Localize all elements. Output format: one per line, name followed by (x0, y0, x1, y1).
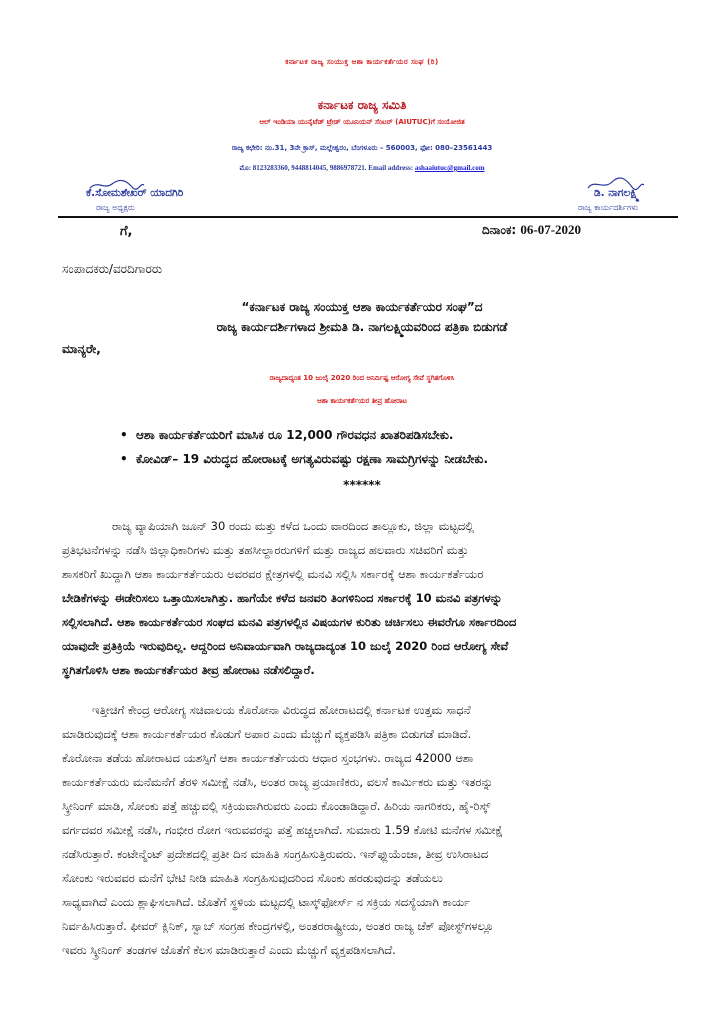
paragraph-line: ಪ್ರತಿಭಟನೆಗಳನ್ನು ನಡೆಸಿ ಜಿಲ್ಲಾಧಿಕಾರಿಗಳು ಮತ್ತು ತಹಸೀಲ್ದಾರರುಗಳಿಗೆ ಮತ್ತು ರಾಜ್ಯದ ಹಲವಾರು ಸಚಿವರಿಗೆ ಮತ್ತು (62, 543, 469, 557)
demand-text: ಆಶಾ ಕಾರ್ಯಕರ್ತೆಯರಿಗೆ ಮಾಸಿಕ ರೂ 12,000 ಗೌರವಧನ ಖಾತರಿಪಡಿಸಬೇಕು. (136, 428, 454, 442)
body-paragraph-1 (62, 514, 678, 682)
demand-item (120, 452, 488, 467)
paragraph-line: ನಿರ್ವಹಿಸಿರುತ್ತಾರೆ. ಫೀವರ್ ಕ್ಲಿನಿಕ್, ಸ್ವಾಬ್ ಸಂಗ್ರಹ ಕೇಂದ್ರಗಳಲ್ಲಿ, ಅಂತರರಾಷ್ಟ್ರೀಯ, ಅಂತರ ರಾಜ್ಯ ಚೆಕ್ ಪೋಸ್ಟ್‌ಗಳಲ್ಲೂ (62, 919, 494, 933)
headline-line-2: ಆಶಾ ಕಾರ್ಯಕರ್ತೆಯರ ತೀವ್ರ ಹೋರಾಟ (317, 397, 407, 405)
paragraph-line: ಸ್ಥಗಿತಗೊಳಿಸಿ ಆಶಾ ಕಾರ್ಯಕರ್ತೆಯರ ತೀವ್ರ ಹೋರಾಟ ನಡೆಸಲಿದ್ದಾರೆ. (62, 663, 315, 677)
body-paragraph-2 (62, 698, 678, 962)
phone-numbers: ಮೊ: 8123283360, 9448814045, 9886978721. Email address: (239, 164, 415, 172)
letterhead-divider (58, 216, 678, 218)
date-value: 06-07-2020 (520, 222, 582, 237)
bullet-icon: • (120, 428, 128, 442)
bullet-icon: • (120, 452, 128, 466)
secretary-role: ರಾಜ್ಯ ಕಾರ್ಯದರ್ಶಿಗಳು (578, 203, 639, 212)
paragraph-line: ಸಲ್ಲಿಸಲಾಗಿದೆ. ಆಶಾ ಕಾರ್ಯಕರ್ತೆಯರ ಸಂಘದ ಮನವಿ ಪತ್ರಗಳಲ್ಲಿನ ವಿಷಯಗಳ ಕುರಿತು ಚರ್ಚಿಸಲು ಈವರೆಗೂ ಸರ್ಕಾರದಿಂದ (62, 615, 517, 629)
secretary-name: ಡಿ. ನಾಗಲಕ್ಷ್ಮಿ (594, 187, 640, 199)
demand-item (120, 428, 453, 443)
reference-to: ಗೆ, (120, 224, 133, 239)
paragraph-line: ಸೋಂಕು ಇರುವವರ ಮನೆಗೆ ಭೇಟಿ ನೀಡಿ ಮಾಹಿತಿ ಸಂಗ್ರಹಿಸುವುದರಿಂದ ಸೊಂಕು ಹರಡುವುದನ್ನು ತಡೆಯಲು (62, 871, 443, 885)
paragraph-line: ಇವರು ಸ್ಕ್ರೀನಿಂಗ್ ತಂಡಗಳ ಜೊತೆಗೆ ಕೆಲಸ ಮಾಡಿರುತ್ತಾರೆ ಎಂದು ಮೆಚ್ಚುಗೆ ವ್ಯಕ್ತಪಡಿಸಲಾಗಿದೆ. (62, 943, 396, 957)
date-label: ದಿನಾಂಕ: (482, 223, 521, 237)
president-name: ಕೆ.ಸೋಮಶೇಖರ್ ಯಾದಗಿರಿ (86, 187, 184, 199)
president-role: ರಾಜ್ಯ ಅಧ್ಯಕ್ಷರು (96, 203, 135, 212)
paragraph-line: ನಡೆಸಿರುತ್ತಾರೆ. ಕಂಟೇನ್ಮೆಂಟ್ ಪ್ರದೇಶದಲ್ಲಿ ಪ್ರತೀ ದಿನ ಮಾಹಿತಿ ಸಂಗ್ರಹಿಸುತ್ತಿರುವರು. ಇನ್‌ಫ್ಲುಯೆಂಜಾ, ತೀವ್ರ ಉಸಿರಾಟದ (62, 847, 489, 861)
demand-text: ಕೋವಿಡ್– 19 ವಿರುದ್ಧದ ಹೋರಾಟಕ್ಕೆ ಅಗತ್ಯವಿರುವಷ್ಟು ರಕ್ಷಣಾ ಸಾಮಗ್ರಿಗಳನ್ನು ನೀಡಬೇಕು. (136, 452, 489, 466)
paragraph-line: ವರ್ಗದವರ ಸಮೀಕ್ಷೆ ನಡೆಸಿ, ಗಂಭೀರ ರೋಗ ಇರುವವರನ್ನು ಪತ್ತೆ ಹಚ್ಚಲಾಗಿದೆ. ಸುಮಾರು 1.59 ಕೋಟಿ ಮನೆಗಳ ಸಮೀಕ್ಷೆ (62, 823, 503, 837)
paragraph-line: ಸಾಧ್ಯವಾಗಿದೆ ಎಂದು ಶ್ಲಾಘಿಸಲಾಗಿದೆ. ಜೊತೆಗೆ ಸ್ಥಳಿಯ ಮಟ್ಟದಲ್ಲಿ ಟಾಸ್ಕ್‌ಫೋರ್ಸ್ ನ ಸಕ್ರಿಯ ಸದಸ್ಯೆಯಾಗಿ ಕಾರ್ಯ (62, 895, 471, 909)
paragraph-line: ಕೊರೋನಾ ತಡೆಯ ಹೋರಾಟದ ಯಶಸ್ಸಿಗೆ ಆಶಾ ಕಾರ್ಯಕರ್ತೆಯರು ಆಧಾರ ಸ್ತಂಭಗಳು. ರಾಜ್ಯದ 42000 ಆಶಾ (62, 751, 474, 765)
affiliation-line: ಆಲ್ ಇಂಡಿಯಾ ಯುನೈಟೆಡ್ ಟ್ರೇಡ್ ಯೂನಿಯನ್ ಸೆಂಟರ್ (AIUTUC)ಗೆ ಸಂಯೋಜಿತ (259, 118, 465, 126)
paragraph-line: ಶಾಸಕರಿಗೆ ಖುದ್ದಾಗಿ ಆಶಾ ಕಾರ್ಯಕರ್ತೆಯರು ಅವರವರ ಕ್ಷೇತ್ರಗಳಲ್ಲಿ ಮನವಿ ಸಲ್ಲಿಸಿ ಸರ್ಕಾರಕ್ಕೆ ಆಶಾ ಕಾರ್ಯಕರ್ತೆಯರ (62, 567, 484, 581)
paragraph-line: ಕಾರ್ಯಕರ್ತೆಯರು ಮನೆಮನೆಗೆ ತೆರಳಿ ಸಮೀಕ್ಷೆ ನಡೆಸಿ, ಅಂತರ ರಾಜ್ಯ ಪ್ರಯಾಣಿಕರು, ವಲಸೆ ಕಾರ್ಮಿಕರು ಮತ್ತು ಇತರನ್ನು (62, 775, 494, 789)
greeting: ಮಾನ್ಯರೇ, (62, 342, 101, 356)
letter-date (482, 222, 581, 238)
paragraph-line: ಮಾಡಿರುವುದಕ್ಕೆ ಆಶಾ ಕಾರ್ಯಕರ್ತೆಯರ ಕೊಡುಗೆ ಅಪಾರ ಎಂದು ಮೆಚ್ಚುಗೆ ವ್ಯಕ್ತಪಡಿಸಿ ಪತ್ರಿಕಾ ಬಿಡುಗಡೆ ಮಾಡಿದೆ. (62, 727, 472, 741)
state-committee: ಕರ್ನಾಟಕ ರಾಜ್ಯ ಸಮಿತಿ (317, 98, 407, 112)
email-link[interactable]: ashaaiutuc@gmail.com (414, 164, 485, 172)
paragraph-line: ರಾಜ್ಯ ವ್ಯಾಪಿಯಾಗಿ ಜೂನ್ 30 ರಂದು ಮತ್ತು ಕಳೆದ ಒಂದು ವಾರದಿಂದ ತಾಲ್ಲೂಕು, ಜಿಲ್ಲಾ ಮಟ್ಟದಲ್ಲಿ (112, 519, 474, 533)
section-separator: ****** (343, 478, 381, 492)
paragraph-line: ಬೇಡಿಕೆಗಳನ್ನು ಈಡೇರಿಸಲು ಒತ್ತಾಯಿಸಲಾಗಿತ್ತು. ಹಾಗೆಯೇ ಕಳೆದ ಜನವರಿ ತಿಂಗಳಿನಿಂದ ಸರ್ಕಾರಕ್ಕೆ 10 ಮನವಿ ಪತ್ರಗಳನ್ನು (62, 591, 503, 605)
recipient: ಸಂಪಾದಕರು/ವರದಿಗಾರರು (62, 262, 163, 276)
headline-line-1: ರಾಜ್ಯದಾದ್ಯಂತ 10 ಜುಲೈ 2020 ರಿಂದ ಅನಿರ್ದಿಷ್ಟ ಆರೋಗ್ಯ ಸೇವೆ ಸ್ಥಗಿತಗೊಳಿಸಿ (269, 374, 455, 382)
subject-line-2: ರಾಜ್ಯ ಕಾರ್ಯದರ್ಶಿಗಳಾದ ಶ್ರೀಮತಿ ಡಿ. ನಾಗಲಕ್ಷ್ಮಿಯವರಿಂದ ಪತ್ರಿಕಾ ಬಿಡುಗಡೆ (216, 320, 508, 334)
union-title: ಕರ್ನಾಟಕ ರಾಜ್ಯ ಸಂಯುಕ್ತ ಆಶಾ ಕಾರ್ಯಕರ್ತೆಯರ ಸಂಘ (ರಿ) (285, 58, 439, 66)
paragraph-line: ಇತ್ತೀಚಿಗೆ ಕೇಂದ್ರ ಆರೋಗ್ಯ ಸಚಿವಾಲಯ ಕೊರೋನಾ ವಿರುದ್ಧದ ಹೋರಾಟದಲ್ಲಿ ಕರ್ನಾಟಕ ಉತ್ತಮ ಸಾಧನೆ (92, 703, 471, 717)
office-address: ರಾಜ್ಯ ಕಛೇರಿ: ನಂ.31, 3ನೇ ಕ್ರಾಸ್, ಮಲ್ಲೇಶ್ವರಂ, ಬೆಂಗಳೂರು – 560003, ಫೋ: 080–23561443 (231, 144, 493, 152)
paragraph-line: ಯಾವುದೇ ಪ್ರತಿಕ್ರಿಯೆ ಇರುವುದಿಲ್ಲ. ಆದ್ದರಿಂದ ಅನಿವಾರ್ಯವಾಗಿ ರಾಜ್ಯದಾದ್ಯಂತ 10 ಜುಲೈ 2020 ರಿಂದ ಆರೋಗ್ಯ ಸೇವೆ (62, 639, 509, 653)
paragraph-line: ಸ್ಕ್ರೀನಿಂಗ್ ಮಾಡಿ, ಸೋಂಕು ಪತ್ತೆ ಹಚ್ಚುವಲ್ಲಿ ಸಕ್ರಿಯವಾಗಿರುವರು ಎಂದು ಕೊಂಡಾಡಿದ್ದಾರೆ. ಹಿರಿಯ ನಾಗರಿಕರು, ಹೈ-ರಿಸ್ಕ್ (62, 799, 491, 813)
contact-line (0, 164, 724, 173)
subject-line-1: “ಕರ್ನಾಟಕ ರಾಜ್ಯ ಸಂಯುಕ್ತ ಆಶಾ ಕಾರ್ಯಕರ್ತೆಯರ ಸಂಘ”ದ (241, 300, 483, 314)
